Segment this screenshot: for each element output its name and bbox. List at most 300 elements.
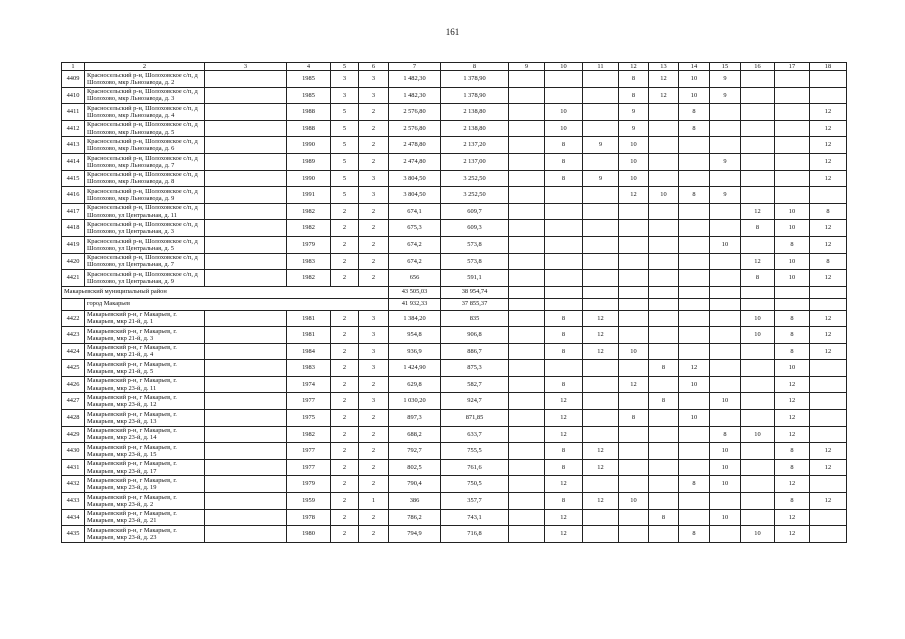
cell-c18 [810,393,847,410]
table-row [62,187,847,204]
cell-c17: 8 [775,310,810,327]
cell-c16 [741,104,775,121]
cell-c6: 2 [359,443,389,460]
cell-c18: 12 [810,310,847,327]
cell-c13 [649,493,679,510]
cell-c11 [583,476,619,493]
cell-c12 [619,236,649,253]
column-number: 4 [287,63,331,71]
cell-c7: 2 576,80 [389,120,441,137]
cell-c10 [545,253,583,270]
cell-c15: 10 [710,393,741,410]
address-cell: Макарьевский р-н, г Макарьев, г. Макарьев, мкр 23-й, д. 23 [85,526,205,543]
cell-c18: 12 [810,153,847,170]
cell-c12: 10 [619,137,649,154]
cell-c9 [509,509,545,526]
cell-c8: 2 137,20 [441,137,509,154]
cell-c17: 10 [775,270,810,287]
cell-c17: 12 [775,410,810,427]
cell-year: 1974 [287,376,331,393]
cell-c7: 1 030,20 [389,393,441,410]
cell-c5: 5 [331,187,359,204]
cell-c10: 8 [545,459,583,476]
cell-c12: 8 [619,71,649,88]
cell-c17: 10 [775,203,810,220]
cell-c5: 2 [331,476,359,493]
cell-c18: 12 [810,120,847,137]
cell-c5: 2 [331,253,359,270]
address-cell: Красносельский р-н, Шолоховское с/п, д Шолохово, мкр Льнозавода, д. 9 [85,187,205,204]
cell-c18: 12 [810,459,847,476]
cell-c16: 10 [741,327,775,344]
column-number: 18 [810,63,847,71]
cell-c10: 12 [545,410,583,427]
table-row [62,393,847,410]
cell-c16 [741,443,775,460]
cell-c17 [775,120,810,137]
cell-c11: 12 [583,327,619,344]
table-row [62,170,847,187]
cell-c7: 1 482,30 [389,87,441,104]
cell-empty [545,286,583,298]
cell-c17 [775,71,810,88]
row-number: 4418 [62,220,85,237]
cell-c7: 3 804,50 [389,170,441,187]
table-row [62,376,847,393]
cell-c17: 12 [775,509,810,526]
cell-c10 [545,87,583,104]
town-total-row [62,298,847,310]
cell-c9 [509,360,545,377]
cell-year: 1982 [287,220,331,237]
cell-c9 [509,327,545,344]
column-number: 12 [619,63,649,71]
cell-c5: 5 [331,120,359,137]
column-number: 17 [775,63,810,71]
cell-c10: 10 [545,120,583,137]
table-row [62,253,847,270]
cell-empty [205,327,287,344]
address-cell: Макарьевский р-н, г Макарьев, г. Макарьев, мкр 21-й, д. 3 [85,327,205,344]
cell-empty [205,104,287,121]
table-row [62,509,847,526]
cell-c11 [583,376,619,393]
cell-c17: 8 [775,459,810,476]
cell-c8: 609,3 [441,220,509,237]
cell-c11 [583,187,619,204]
address-cell: Красносельский р-н, Шолоховское с/п, д Шолохово, мкр Льнозавода, д. 2 [85,71,205,88]
cell-empty [710,286,741,298]
cell-c8: 2 137,00 [441,153,509,170]
cell-c7: 790,4 [389,476,441,493]
cell-c16: 10 [741,526,775,543]
cell-c14: 10 [679,410,710,427]
cell-year: 1981 [287,310,331,327]
cell-c5: 2 [331,410,359,427]
cell-c9 [509,270,545,287]
cell-c9 [509,376,545,393]
cell-year: 1983 [287,360,331,377]
cell-c14 [679,459,710,476]
table-row [62,220,847,237]
cell-c9 [509,203,545,220]
cell-c14 [679,443,710,460]
cell-c10: 8 [545,153,583,170]
cell-c12: 8 [619,87,649,104]
cell-c12: 10 [619,493,649,510]
address-cell: Макарьевский р-н, г Макарьев, г. Макарьев, мкр 23-й, д. 13 [85,410,205,427]
cell-c14 [679,236,710,253]
address-cell: Макарьевский р-н, г Макарьев, г. Макарьев, мкр 23-й, д. 15 [85,443,205,460]
cell-c14: 10 [679,376,710,393]
cell-year: 1985 [287,87,331,104]
cell-c10: 8 [545,170,583,187]
cell-empty [205,71,287,88]
cell-c14 [679,270,710,287]
cell-year: 1982 [287,270,331,287]
cell-c7: 792,7 [389,443,441,460]
cell-c12 [619,509,649,526]
address-cell: Макарьевский р-н, г Макарьев, г. Макарьев, мкр 23-й, д. 12 [85,393,205,410]
table-row [62,360,847,377]
cell-c14 [679,253,710,270]
cell-c13: 8 [649,393,679,410]
column-number: 2 [85,63,205,71]
cell-c18 [810,526,847,543]
cell-c10: 8 [545,310,583,327]
cell-c12: 12 [619,376,649,393]
cell-c11 [583,87,619,104]
cell-c16 [741,343,775,360]
row-number: 4429 [62,426,85,443]
address-cell: Макарьевский р-н, г Макарьев, г. Макарьев, мкр 23-й, д. 17 [85,459,205,476]
row-number: 4414 [62,153,85,170]
cell-c9 [509,220,545,237]
cell-c11: 12 [583,443,619,460]
table-row [62,493,847,510]
cell-c10: 8 [545,327,583,344]
cell-c14 [679,310,710,327]
cell-year: 1989 [287,153,331,170]
cell-c5: 2 [331,310,359,327]
cell-c18 [810,426,847,443]
cell-c9 [509,87,545,104]
cell-c7: 1 424,90 [389,360,441,377]
cell-c8: 573,8 [441,253,509,270]
cell-c13 [649,310,679,327]
cell-year: 1980 [287,526,331,543]
table-row [62,71,847,88]
cell-c18 [810,509,847,526]
address-cell: Макарьевский р-н, г Макарьев, г. Макарьев, мкр 23-й, д. 11 [85,376,205,393]
cell-c5: 5 [331,153,359,170]
cell-c6: 2 [359,509,389,526]
cell-c16 [741,476,775,493]
cell-c18 [810,376,847,393]
row-number: 4419 [62,236,85,253]
district-total-row-c8: 38 954,74 [441,286,509,298]
cell-c9 [509,153,545,170]
cell-c14: 12 [679,360,710,377]
cell-c16 [741,376,775,393]
cell-c8: 582,7 [441,376,509,393]
row-number: 4424 [62,343,85,360]
cell-c5: 2 [331,270,359,287]
cell-c12: 10 [619,153,649,170]
cell-c13: 8 [649,360,679,377]
cell-c13 [649,327,679,344]
cell-c15 [710,526,741,543]
cell-c9 [509,310,545,327]
cell-c11 [583,71,619,88]
cell-empty [205,509,287,526]
cell-empty [679,286,710,298]
row-number: 4426 [62,376,85,393]
cell-c7: 2 478,80 [389,137,441,154]
cell-c5: 2 [331,443,359,460]
cell-empty [205,310,287,327]
cell-c12 [619,459,649,476]
column-number: 5 [331,63,359,71]
cell-empty [775,286,810,298]
town-total-row-label: город Макарьев [85,298,389,310]
cell-c10: 12 [545,509,583,526]
cell-c13 [649,526,679,543]
row-number: 4417 [62,203,85,220]
cell-c13 [649,410,679,427]
cell-c7: 629,8 [389,376,441,393]
cell-c13 [649,253,679,270]
cell-c8: 743,1 [441,509,509,526]
cell-c6: 2 [359,376,389,393]
table-row [62,153,847,170]
cell-year: 1981 [287,327,331,344]
cell-c15: 10 [710,443,741,460]
cell-c7: 786,2 [389,509,441,526]
cell-c18: 12 [810,327,847,344]
cell-c10 [545,270,583,287]
cell-empty [205,526,287,543]
cell-c16 [741,71,775,88]
cell-c14 [679,153,710,170]
cell-c18: 8 [810,203,847,220]
cell-c17: 12 [775,526,810,543]
cell-empty [583,286,619,298]
row-number: 4421 [62,270,85,287]
cell-year: 1975 [287,410,331,427]
cell-c6: 3 [359,393,389,410]
table-row [62,426,847,443]
cell-c9 [509,459,545,476]
cell-c5: 2 [331,236,359,253]
cell-c14: 8 [679,187,710,204]
cell-c11 [583,120,619,137]
cell-c7: 674,2 [389,236,441,253]
cell-c13 [649,170,679,187]
cell-year: 1990 [287,137,331,154]
cell-empty [583,298,619,310]
cell-empty [775,298,810,310]
address-cell: Красносельский р-н, Шолоховское с/п, д Шолохово, мкр Льнозавода, д. 7 [85,153,205,170]
cell-empty [741,286,775,298]
housing-register-table [61,62,847,543]
cell-c9 [509,393,545,410]
cell-c9 [509,170,545,187]
cell-c11 [583,104,619,121]
cell-c16 [741,137,775,154]
cell-c16: 12 [741,203,775,220]
cell-c6: 2 [359,220,389,237]
table-row [62,203,847,220]
cell-c5: 2 [331,509,359,526]
cell-c14 [679,393,710,410]
table-row [62,410,847,427]
cell-c15 [710,493,741,510]
table-row [62,104,847,121]
cell-c18 [810,87,847,104]
cell-c14 [679,170,710,187]
cell-year: 1978 [287,509,331,526]
column-number: 7 [389,63,441,71]
cell-c11 [583,410,619,427]
cell-c7: 954,8 [389,327,441,344]
cell-c12: 10 [619,170,649,187]
cell-empty [810,286,847,298]
cell-c5: 2 [331,203,359,220]
address-cell: Красносельский р-н, Шолоховское с/п, д Шолохово, ул Центральная, д. 9 [85,270,205,287]
cell-c18: 12 [810,220,847,237]
cell-c12: 12 [619,187,649,204]
cell-year: 1988 [287,104,331,121]
cell-c15 [710,137,741,154]
cell-empty [205,343,287,360]
table-row [62,443,847,460]
cell-c6: 2 [359,104,389,121]
cell-c11 [583,360,619,377]
cell-c8: 1 378,90 [441,87,509,104]
cell-c6: 2 [359,203,389,220]
cell-c16: 10 [741,426,775,443]
cell-empty [205,476,287,493]
cell-year: 1983 [287,253,331,270]
cell-c8: 591,1 [441,270,509,287]
cell-c6: 2 [359,270,389,287]
cell-c14: 8 [679,120,710,137]
cell-c13: 12 [649,87,679,104]
cell-c8: 750,5 [441,476,509,493]
cell-c12 [619,360,649,377]
row-number: 4422 [62,310,85,327]
table-row [62,459,847,476]
cell-c13: 8 [649,509,679,526]
cell-c17: 8 [775,343,810,360]
cell-c17: 8 [775,493,810,510]
cell-c13 [649,270,679,287]
cell-c13: 10 [649,187,679,204]
cell-empty [205,410,287,427]
cell-c13 [649,153,679,170]
cell-empty [205,376,287,393]
cell-c11 [583,426,619,443]
cell-c11 [583,203,619,220]
cell-c6: 2 [359,526,389,543]
address-cell: Макарьевский р-н, г Макарьев, г. Макарьев, мкр 21-й, д. 1 [85,310,205,327]
cell-c17: 8 [775,327,810,344]
cell-c13 [649,426,679,443]
cell-c17 [775,137,810,154]
cell-empty [205,459,287,476]
cell-c13 [649,236,679,253]
cell-c13 [649,220,679,237]
cell-c9 [509,120,545,137]
cell-c5: 2 [331,376,359,393]
cell-c13 [649,459,679,476]
cell-c5: 2 [331,459,359,476]
cell-empty [649,286,679,298]
row-number: 4409 [62,71,85,88]
column-number-row [62,63,847,71]
town-total-row-c8: 37 855,37 [441,298,509,310]
cell-c6: 3 [359,310,389,327]
cell-c7: 688,2 [389,426,441,443]
cell-c7: 3 804,50 [389,187,441,204]
cell-c11 [583,270,619,287]
cell-c6: 2 [359,426,389,443]
cell-c9 [509,493,545,510]
cell-c18: 12 [810,343,847,360]
cell-c14 [679,509,710,526]
cell-c11 [583,526,619,543]
cell-year: 1979 [287,236,331,253]
cell-c8: 2 138,80 [441,120,509,137]
cell-c7: 794,9 [389,526,441,543]
address-cell: Красносельский р-н, Шолоховское с/п, д Шолохово, ул Центральная, д. 5 [85,236,205,253]
cell-c15 [710,270,741,287]
cell-c17: 8 [775,443,810,460]
cell-c12 [619,443,649,460]
cell-empty [810,298,847,310]
cell-c17 [775,153,810,170]
cell-empty [205,137,287,154]
cell-c13 [649,104,679,121]
cell-c16 [741,170,775,187]
table-row [62,137,847,154]
row-number: 4435 [62,526,85,543]
cell-c13 [649,120,679,137]
cell-c8: 871,85 [441,410,509,427]
cell-c7: 936,9 [389,343,441,360]
cell-c15 [710,343,741,360]
cell-c17 [775,187,810,204]
cell-c13 [649,443,679,460]
cell-c8: 609,7 [441,203,509,220]
cell-empty [205,120,287,137]
cell-c7: 802,5 [389,459,441,476]
row-number: 4425 [62,360,85,377]
cell-c16 [741,236,775,253]
cell-c14 [679,220,710,237]
cell-c13 [649,343,679,360]
cell-c17: 12 [775,426,810,443]
column-number: 14 [679,63,710,71]
cell-c14 [679,327,710,344]
cell-c7: 897,3 [389,410,441,427]
cell-c14 [679,137,710,154]
cell-c6: 3 [359,170,389,187]
cell-empty [619,286,649,298]
row-number: 4411 [62,104,85,121]
cell-c16 [741,393,775,410]
